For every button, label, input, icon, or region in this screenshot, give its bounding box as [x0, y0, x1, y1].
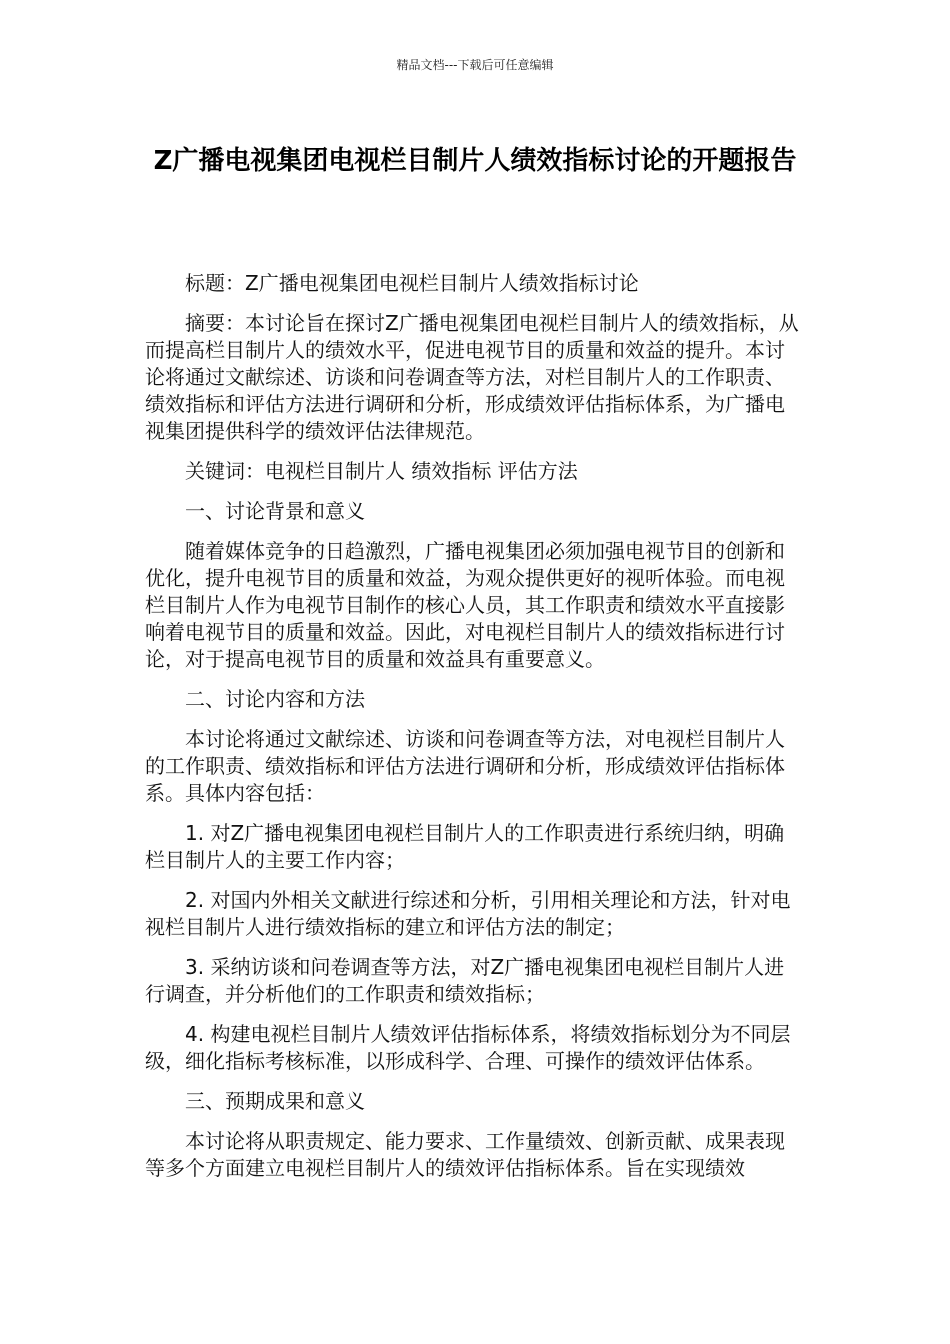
section-heading-background: 一、讨论背景和意义 — [185, 499, 365, 523]
background-paragraph: 随着媒体竞争的日趋激烈，广播电视集团必须加强电视节目的创新和优化，提升电视节目的质量和效益，为观众提供更好的视听体验。而电视栏目制片人作为电视节目制作的核心人员，其工作职责和绩效水平直接影响着电视节目的质量和效益。因此，对电视栏目制片人的绩效指标进行讨论，对于提高电视节目的质量和效益具有重要意义。 — [145, 539, 785, 671]
list-item-1: 1. 对Z广播电视集团电视栏目制片人的工作职责进行系统归纳，明确栏目制片人的主要工作内容； — [145, 821, 785, 872]
header-note: 精品文档---下载后可任意编辑 — [396, 58, 554, 72]
section-heading-content-methods: 二、讨论内容和方法 — [185, 687, 365, 711]
subject-line: 标题：Z广播电视集团电视栏目制片人绩效指标讨论 — [185, 271, 639, 295]
list-item-2: 2. 对国内外相关文献进行综述和分析，引用相关理论和方法，针对电视栏目制片人进行绩效指标的建立和评估方法的制定； — [145, 888, 791, 939]
methods-paragraph: 本讨论将通过文献综述、访谈和问卷调查等方法，对电视栏目制片人的工作职责、绩效指标和评估方法进行调研和分析，形成绩效评估指标体系。具体内容包括： — [145, 727, 785, 805]
list-item-3: 3. 采纳访谈和问卷调查等方法，对Z广播电视集团电视栏目制片人进行调查，并分析他们的工作职责和绩效指标； — [145, 955, 785, 1006]
abstract-paragraph: 摘要：本讨论旨在探讨Z广播电视集团电视栏目制片人的绩效指标，从而提高栏目制片人的绩效水平，促进电视节目的质量和效益的提升。本讨论将通过文献综述、访谈和问卷调查等方法，对栏目制片人的工作职责、绩效指标和评估方法进行调研和分析，形成绩效评估指标体系，为广播电视集团提供科学的绩效评估法律规范。 — [145, 311, 799, 443]
section-heading-expected-results: 三、预期成果和意义 — [185, 1089, 365, 1113]
expected-results-paragraph: 本讨论将从职责规定、能力要求、工作量绩效、创新贡献、成果表现等多个方面建立电视栏目制片人的绩效评估指标体系。旨在实现绩效 — [145, 1129, 785, 1180]
list-item-4: 4. 构建电视栏目制片人绩效评估指标体系，将绩效指标划分为不同层级，细化指标考核标准，以形成科学、合理、可操作的绩效评估体系。 — [145, 1022, 791, 1073]
document-title: Z广播电视集团电视栏目制片人绩效指标讨论的开题报告 — [153, 146, 797, 176]
keywords-line: 关键词：电视栏目制片人 绩效指标 评估方法 — [185, 459, 578, 483]
document-body — [145, 270, 800, 1182]
